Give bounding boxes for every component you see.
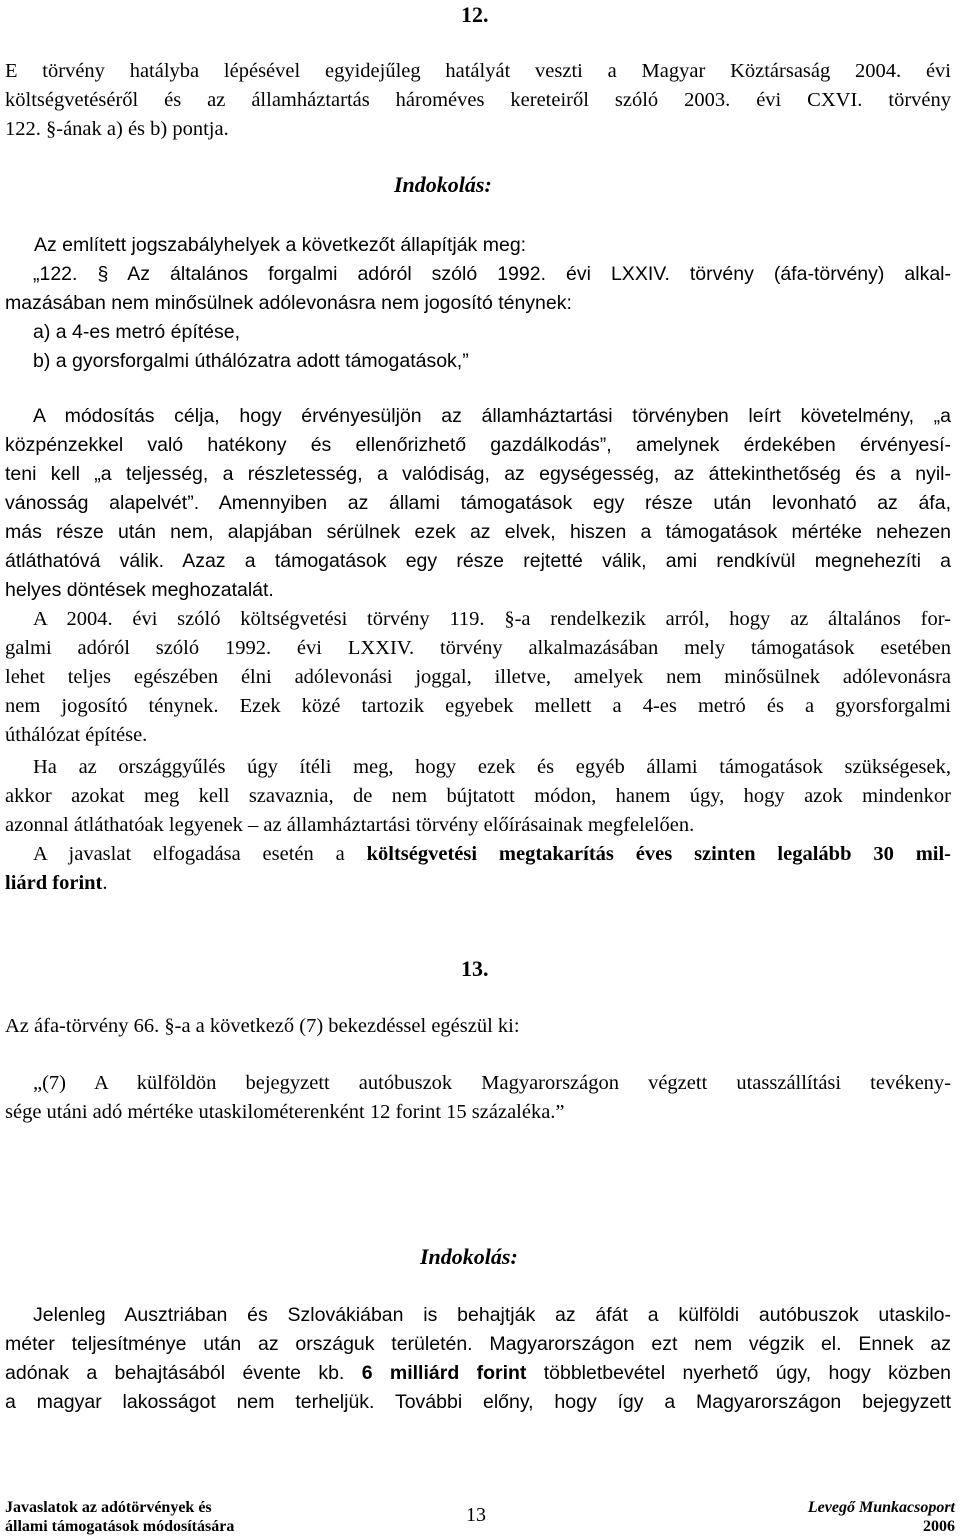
savings-highlight-cont: liárd forint [5, 872, 103, 894]
savings-suffix: . [102, 872, 108, 894]
savings-highlight: költségvetési megtakarítás éves szinten legalább 30 mil- [366, 843, 952, 865]
amendment-quote [5, 1069, 951, 1127]
text-line: Ha az országgyűlés úgy ítéli meg, hogy ezek és egyéb állami támogatások szükségesek, [33, 756, 951, 778]
text-line: teni kell „a teljesség, a részletesség, a valódiság, az egységesség, az áttekinthetőség és a nyil- [5, 463, 951, 485]
text-line: közpénzekkel való hatékony és ellenőrizhető gazdálkodás”, amelynek érdekében érvényesí- [5, 434, 951, 456]
text-line: mazásában nem minősülnek adólevonásra nem jogosító ténynek: [5, 292, 572, 314]
justification-heading: Indokolás: [394, 172, 492, 197]
text-line: sége utáni adó mértéke utaskilométerenként 12 forint 15 százaléka.” [5, 1101, 565, 1123]
text-line: galmi adóról szóló 1992. évi LXXIV. törvény alkalmazásában mely támogatások esetében [5, 637, 951, 659]
footer-left-line1: Javaslatok az adótörvények és [5, 1499, 212, 1516]
text-line: b) a gyorsforgalmi úthálózatra adott támogatások,” [33, 350, 469, 372]
footer-left-line2: állami támogatások módosítására [5, 1518, 235, 1535]
text-line: azonnal átláthatóak legyenek – az államháztartási törvény előírásainak megfelelően. [5, 814, 695, 836]
section-12-intro [5, 57, 951, 144]
text-line: lehet teljes egészében élni adólevonási joggal, illetve, amelyek nem minősülnek adólevonásra [5, 666, 951, 688]
text-line [5, 1359, 951, 1388]
text-line: 122. §-ának a) és b) pontja. [5, 118, 229, 140]
section-number-12: 12. [461, 2, 489, 27]
text-line: más része után nem, alapjában sérülnek ezek az elvek, hiszen a támogatások mértéke nehezen [5, 521, 951, 543]
section-13-intro: Az áfa-törvény 66. §-a a következő (7) bekezdéssel egészül ki: [5, 1015, 520, 1037]
text-line: A 2004. évi szóló költségvetési törvény 119. §-a rendelkezik arról, hogy az általános for- [33, 608, 951, 630]
cited-intro: Az említett jogszabályhelyek a következőt állapítják meg: [34, 234, 527, 256]
cited-law-text [5, 260, 951, 376]
footer-right-line2: 2006 [923, 1518, 955, 1535]
paragraph-savings [5, 840, 951, 898]
text-line: a magyar lakosságot nem terheljük. További előny, hogy így a Magyarországon bejegyzett [5, 1391, 951, 1413]
text-line: E törvény hatályba lépésével egyidejűleg hatályát veszti a Magyar Köztársaság 2004. évi [5, 60, 951, 82]
savings-prefix: A javaslat elfogadása esetén a [33, 843, 367, 865]
text-line: Jelenleg Ausztriában és Szlovákiában is behajtják az áfát a külföldi autóbuszok utaskilo- [33, 1304, 951, 1326]
text-line: „(7) A külföldön bejegyzett autóbuszok Magyarországon végzett utasszállítási tevékeny- [33, 1072, 951, 1094]
text-line: méter teljesítménye után az országuk területén. Magyarországon ezt nem végzik el. Ennek az [5, 1333, 951, 1355]
text-line: A módosítás célja, hogy érvényesüljön az államháztartási törvényben leírt követelmény, „a [33, 405, 951, 427]
justification-paragraph [5, 1301, 951, 1417]
text-line: úthálózat építése. [5, 724, 148, 746]
text-line: vánosság alapelvét”. Amennyiben az állami támogatások egy része után levonható az áfa, [5, 492, 951, 514]
text-line [5, 869, 951, 898]
text-line: költségvetéséről és az államháztartás hároméves kereteiről szóló 2003. évi CXVI. törvény [5, 89, 951, 111]
revenue-suffix: többletbevétel nyerhető úgy, hogy közben [526, 1362, 951, 1384]
text-line: a) a 4-es metró építése, [33, 321, 241, 343]
paragraph-budget-law [5, 605, 951, 750]
revenue-highlight: 6 milliárd forint [361, 1362, 527, 1384]
paragraph-parliament [5, 753, 951, 840]
justification-heading-2: Indokolás: [420, 1244, 518, 1269]
section-number-13: 13. [461, 956, 489, 981]
text-line: „122. § Az általános forgalmi adóról szóló 1992. évi LXXIV. törvény (áfa-törvény) alkal- [33, 263, 951, 285]
text-line: akkor azokat meg kell szavaznia, de nem bújtatott módon, hanem úgy, hogy azok mindenkor [5, 785, 951, 807]
footer-right-line1: Levegő Munkacsoport [807, 1499, 955, 1516]
text-line: nem jogosító ténynek. Ezek közé tartozik egyebek mellett a 4-es metró és a gyorsforgalmi [5, 695, 951, 717]
page-number: 13 [466, 1504, 486, 1526]
revenue-prefix: adónak a behajtásából évente kb. [5, 1362, 362, 1384]
text-line [5, 840, 951, 869]
paragraph-purpose [5, 402, 951, 605]
text-line: átláthatóvá válik. Azaz a támogatások egy része rejtetté válik, ami rendkívül megnehezíti a [5, 550, 951, 572]
text-line: helyes döntések meghozatalát. [5, 579, 274, 601]
